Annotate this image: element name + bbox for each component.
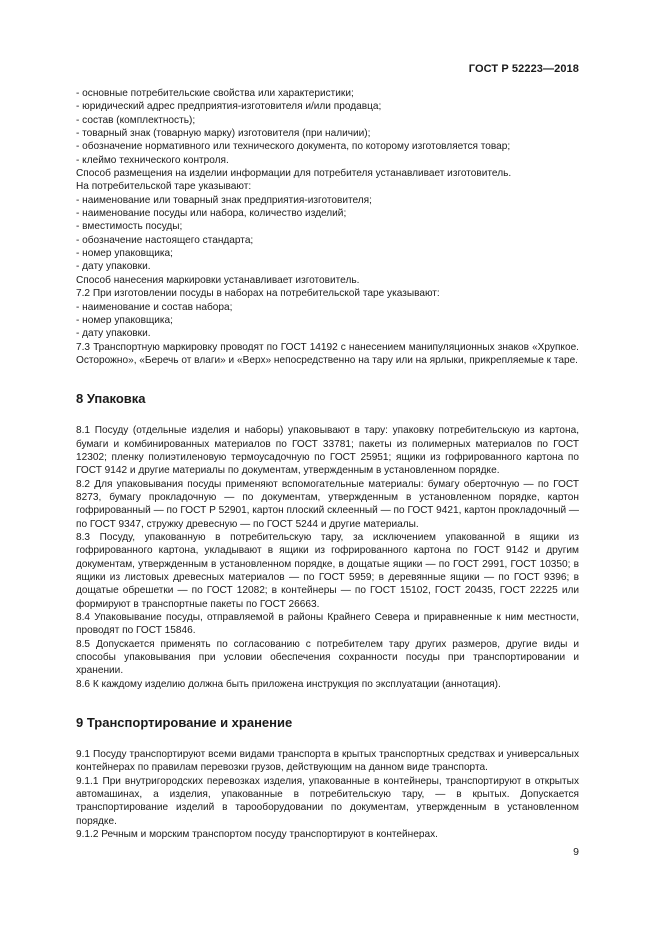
paragraph: На потребительской таре указывают: <box>76 181 252 193</box>
list-item: - номер упаковщика; <box>76 248 173 260</box>
paragraph-9-1: 9.1 Посуду транспортируют всеми видами транспорта в крытых транспортных средствах и универсальных контейнерах по правилам перевозки грузов, действующим на данном виде транспорта. <box>76 749 579 774</box>
paragraph-8-1: 8.1 Посуду (отдельные изделия и наборы) упаковывают в тару: упаковку потребительскую из картона, бумаги и комбинированных материалов по ГОСТ 33781; пакеты из полимерных материалов по ГОСТ 12302; пленку полиэтиленовую термоусадочную по ГОСТ 25951; ящики из гофрированного картона по ГОСТ 9142 и другие материалы по документам, утвержденным в установленном порядке. <box>76 425 579 477</box>
paragraph-8-3: 8.3 Посуду, упакованную в потребительскую тару, за исключением упакованной в ящики из гофрированного картона, укладывают в ящики из гофрированного картона по ГОСТ 9142 и другим документам, утвержденным в установленном порядке, в дощатые ящики — по ГОСТ 2991, ГОСТ 10350; в ящики из листовых древесных материалов — по ГОСТ 5959; в деревянные ящики — по ГОСТ 9396; в дощатые обрешетки — по ГОСТ 12082; в контейнеры — по ГОСТ 15102, ГОСТ 20435, ГОСТ 22225 или формируют в транспортные пакеты по ГОСТ 26663. <box>76 531 579 610</box>
list-item: - обозначение нормативного или технического документа, по которому изготовляется товар; <box>76 141 511 153</box>
list-item: - товарный знак (товарную марку) изготовителя (при наличии); <box>76 128 371 140</box>
page-content <box>76 87 579 842</box>
list-item: - вместимость посуды; <box>76 221 183 233</box>
paragraph: Способ размещения на изделии информации для потребителя устанавливает изготовитель. <box>76 168 512 180</box>
section-7-continuation <box>76 87 579 367</box>
list-item: - обозначение настоящего стандарта; <box>76 234 254 246</box>
page-number: 9 <box>573 846 579 858</box>
paragraph-9-1-2: 9.1.2 Речным и морским транспортом посуду транспортируют в контейнерах. <box>76 829 438 841</box>
paragraph-8-6: 8.6 К каждому изделию должна быть приложена инструкция по эксплуатации (аннотация). <box>76 678 501 690</box>
paragraph: Способ нанесения маркировки устанавливает изготовитель. <box>76 274 360 286</box>
paragraph-8-5: 8.5 Допускается применять по согласованию с потребителем тару других размеров, другие виды и способы упаковывания при условии обеспечения сохранности посуды при транспортировании и хранении. <box>76 638 579 677</box>
document-header: ГОСТ Р 52223—2018 <box>468 63 579 75</box>
paragraph-9-1-1: 9.1.1 При внутригородских перевозках изделия, упакованные в контейнеры, транспортируют в открытых автомашинах, а изделия, упакованные в потребительскую тару, — в крытых. Допускается транспортирование изделий в тарооборудовании по документам, утвержденным в установленном порядке. <box>76 775 579 827</box>
list-item: - наименование и состав набора; <box>76 301 233 313</box>
section-9-heading: 9 Транспортирование и хранение <box>76 715 293 731</box>
list-item: - дату упаковки. <box>76 261 151 273</box>
list-item: - юридический адрес предприятия-изготовителя и/или продавца; <box>76 101 382 113</box>
list-item: - основные потребительские свойства или характеристики; <box>76 88 354 99</box>
section-8-heading: 8 Упаковка <box>76 391 146 407</box>
list-item: - наименование посуды или набора, количество изделий; <box>76 208 347 220</box>
paragraph-8-2: 8.2 Для упаковывания посуды применяют вспомогательные материалы: бумагу оберточную — по ГОСТ 8273, бумагу прокладочную — по документам, утвержденным в установленном порядке, картон гофрированный — по ГОСТ Р 52901, картон плоский склеенный — по ГОСТ 9421, картон прокладочный — по ГОСТ 9347, стружку древесную — по ГОСТ 5244 и другие материалы. <box>76 478 579 530</box>
section-8 <box>76 424 579 691</box>
paragraph-8-4: 8.4 Упаковывание посуды, отправляемой в районы Крайнего Севера и приравненные к ним местности, проводят по ГОСТ 15846. <box>76 612 579 637</box>
list-item: - состав (комплектность); <box>76 114 196 126</box>
paragraph-7-3: 7.3 Транспортную маркировку проводят по ГОСТ 14192 с нанесением манипуляционных знаков «Хрупкое. Осторожно», «Беречь от влаги» и «Верх» непосредственно на тару или на ярлыки, прикрепляемые к таре. <box>76 341 579 366</box>
list-item: - наименование или товарный знак предприятия-изготовителя; <box>76 194 372 206</box>
paragraph: 7.2 При изготовлении посуды в наборах на потребительской таре указывают: <box>76 288 440 300</box>
list-item: - клеймо технического контроля. <box>76 154 229 166</box>
section-9 <box>76 748 579 841</box>
list-item: - дату упаковки. <box>76 328 151 340</box>
list-item: - номер упаковщика; <box>76 314 173 326</box>
